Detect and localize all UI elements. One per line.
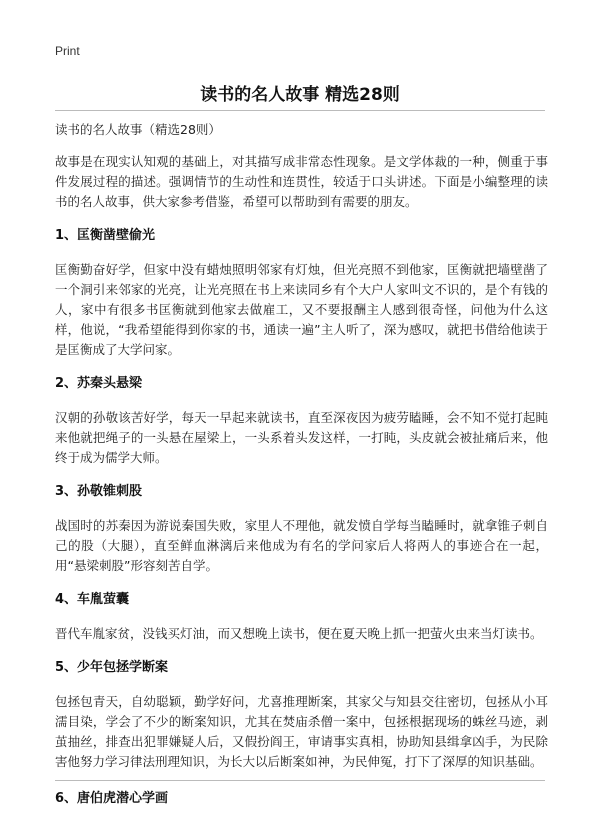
intro-paragraph: 故事是在现实认知观的基础上，对其描写成非常态性现象。是文学体裁的一种，侧重于事件发展过程的描述。强调情节的生动性和连贯性，较适于口头讲述。下面是小编整理的读书的名人故事，供大家参考借鉴，希望可以帮助到有需要的朋友。 (55, 154, 548, 209)
story-heading-1: 1、匡衡凿壁偷光 (55, 228, 156, 243)
story-body-4: 晋代车胤家贫，没钱买灯油，而又想晚上读书，便在夏天晚上抓一把萤火虫来当灯读书。 (55, 626, 543, 641)
page-title: 读书的名人故事 精选28则 (200, 85, 400, 105)
story-heading-3: 3、孙敬锥刺股 (55, 484, 143, 499)
story-body-5: 包拯包青天，自幼聪颖，勤学好问，尤喜推理断案，其家父与知县交往密切，包拯从小耳濡目染，学会了不少的断案知识，尤其在焚庙杀僧一案中，包拯根据现场的蛛丝马迹，剥茧抽丝，排查出犯罪嫌疑人后，又假扮阎王，审请事实真相，协助知县缉拿凶手，为民除害他努力学习律法刑理知识，为长大以后断案如神，为民伸冤，打下了深厚的知识基础。 (55, 694, 548, 769)
section-divider (55, 780, 545, 781)
article-subtitle: 读书的名人故事（精选28则） (55, 122, 221, 137)
story-body-3: 战国时的苏秦因为游说秦国失败，家里人不理他，就发愤自学每当瞌睡时，就拿锥子刺自己的股（大腿），直至鲜血淋漓后来他成为有名的学问家后人将两人的事迹合在一起，用“悬梁刺股”形容刻苦自学。 (55, 518, 548, 573)
story-heading-2: 2、苏秦头悬梁 (55, 376, 143, 391)
title-divider (55, 110, 545, 111)
story-body-1: 匡衡勤奋好学，但家中没有蜡烛照明邻家有灯烛，但光亮照不到他家，匡衡就把墙壁凿了一个洞引来邻家的光亮，让光亮照在书上来读同乡有个大户人家叫文不识的，是个有钱的人，家中有很多书匡衡就到他家去做雇工，又不要报酬主人感到很奇怪，问他为什么这样，他说，“我希望能得到你家的书，通读一遍”主人听了，深为感叹，就把书借给他读于是匡衡成了大学问家。 (55, 262, 548, 357)
story-heading-6: 6、唐伯虎潜心学画 (55, 791, 169, 806)
story-body-2: 汉朝的孙敬该苦好学，每天一早起来就读书，直至深夜因为疲劳瞌睡，会不知不觉打起盹来他就把绳子的一头悬在屋梁上，一头系着头发这样，一打盹，头皮就会被扯痛后来，他终于成为儒学大师。 (55, 410, 548, 465)
print-link[interactable]: Print (55, 44, 80, 58)
article-body (55, 120, 548, 786)
story-heading-4: 4、车胤萤囊 (55, 592, 130, 607)
story-heading-5: 5、少年包拯学断案 (55, 660, 169, 675)
